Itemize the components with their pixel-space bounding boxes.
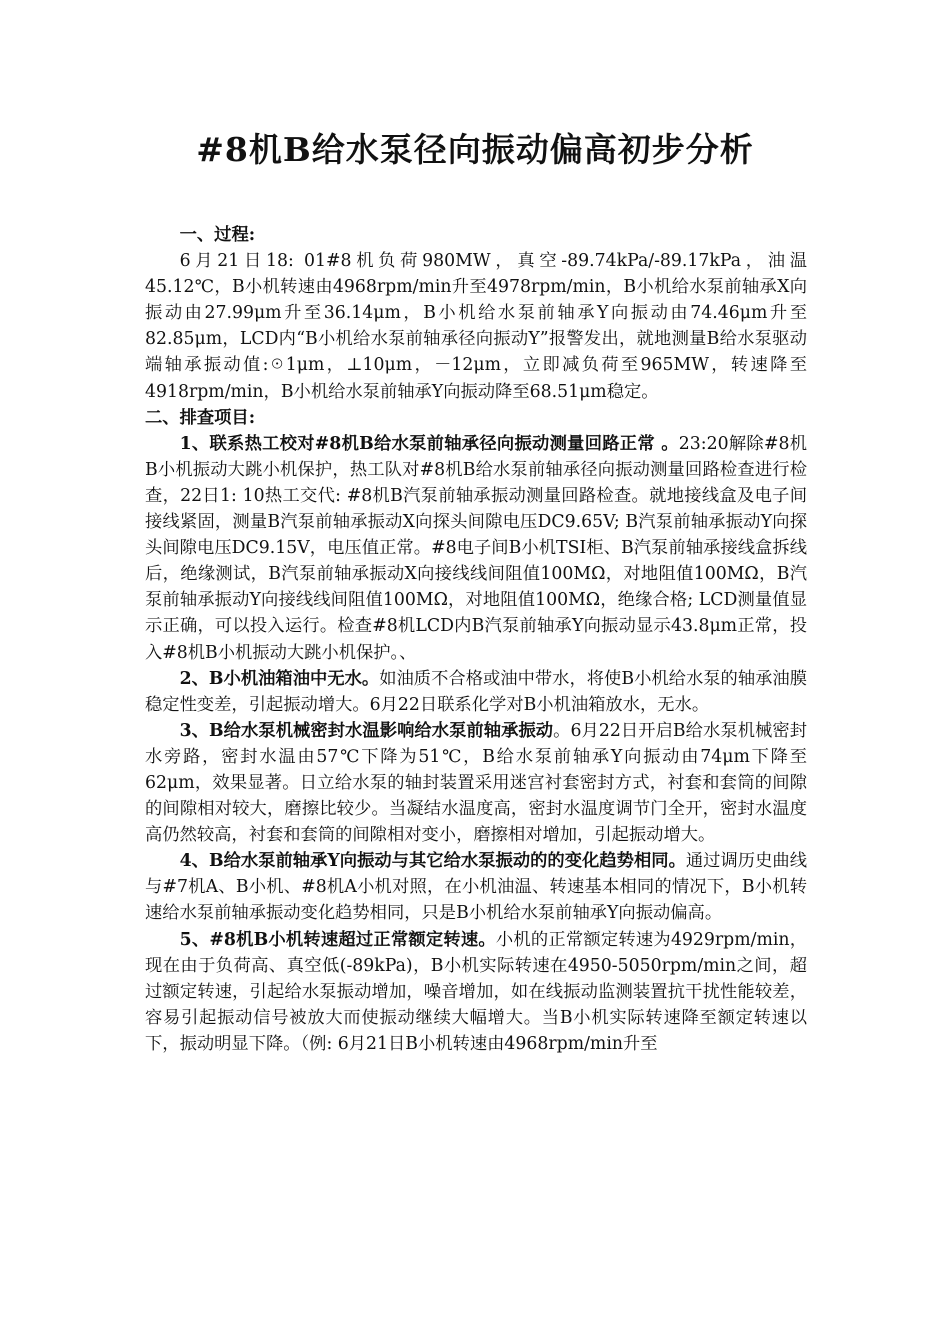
document-body bbox=[145, 222, 807, 1057]
checklist-item-2-title: 2、B小机油箱油中无水。 bbox=[179, 668, 380, 689]
checklist-item-5-title: 5、#8机B小机转速超过正常额定转速。 bbox=[179, 929, 496, 950]
section-heading-process: 一、过程: bbox=[179, 225, 256, 245]
checklist-item-2-text: 如油质不合格或油中带水，将使B小机给水泵的轴承油膜稳定性变差，引起振动增大。6月22日联系化学对B小机油箱放水，无水。 bbox=[145, 668, 808, 715]
checklist-item-2 bbox=[145, 666, 807, 718]
checklist-item-3 bbox=[145, 718, 807, 848]
document-title: #8机B给水泵径向振动偏高初步分析 bbox=[196, 130, 754, 169]
checklist-item-1-title: 1、联系热工校对#8机B给水泵前轴承径向振动测量回路正常 。 bbox=[179, 433, 679, 454]
checklist-item-3-text: 。6月22日开启B给水泵机械密封水旁路，密封水温由57℃下降为51℃，B给水泵前轴承Y向振动由74μm下降至62μm，效果显著。日立给水泵的轴封装置采用迷宫衬套密封方式，衬套和套筒的间隙的间隙相对较大，磨擦比较少。当凝结水温度高，密封水温度调节门全开，密封水温度高仍然较高，衬套和套筒的间隙相对变小，磨擦相对增加，引起振动增大。 bbox=[145, 720, 807, 846]
checklist-item-3-title: 3、B给水泵机械密封水温影响给水泵前轴承振动 bbox=[179, 720, 554, 741]
checklist-item-5-text: 小机的正常额定转速为4929rpm/min，现在由于负荷高、真空低(-89kPa)，B小机实际转速在4950-5050rpm/min之间，超过额定转速，引起给水泵振动增加，噪音增加，如在线振动监测装置抗干扰性能较差，容易引起振动信号被放大而使振动继续大幅增大。当B小机实际转速降至额定转速以下，振动明显下降。（例: 6月21日B小机转速由4968rpm/min升至 bbox=[145, 929, 807, 1054]
section-heading-checklist: 二、排查项目: bbox=[145, 407, 256, 428]
section-text-process: 6月21日18: 01#8机负荷980MW，真空-89.74kPa/-89.17kPa，油温45.12℃，B小机转速由4968rpm/min升至4978rpm/min，B小机给水泵前轴承X向振动由27.99μm升至36.14μm，B小机给水泵前轴承Y向振动由74.46μm升至82.85μm，LCD内“B小机给水泵前轴承径向振动Y”报警发出，就地测量B给水泵驱动端轴承振动值:☉1μm，⊥10μm，－12μm，立即减负荷至965MW，转速降至4918rpm/min，B小机给水泵前轴承Y向振动降至68.51μm稳定。 bbox=[145, 251, 807, 402]
checklist-item-4-title: 4、B给水泵前轴承Y向振动与其它给水泵振动的的变化趋势相同。 bbox=[179, 851, 686, 872]
checklist-item-4 bbox=[145, 848, 807, 926]
checklist-item-1-text: 23:20解除#8机B小机振动大跳小机保护，热工队对#8机B给水泵前轴承径向振动测量回路检查进行检查，22日1: 10热工交代: #8机B汽泵前轴承振动测量回路检查。就地接线盒及电子间接线紧固，测量B汽泵前轴承振动X向探头间隙电压DC9.65V; B汽泵前轴承振动Y向探头间隙电压DC9.15V，电压值正常。#8电子间B小机TSI柜、B汽泵前轴承接线盒拆线后，绝缘测试，B汽泵前轴承振动X向接线线间阻值100MΩ，对地阻值100MΩ，B汽泵前轴承振动Y向接线线间阻值100MΩ，对地阻值100MΩ，绝缘合格; LCD测量值显示正确，可以投入运行。检查#8机LCD内B汽泵前轴承Y向振动显示43.8μm正常，投入#8机B小机振动大跳小机保护。、 bbox=[145, 433, 808, 663]
checklist-item-5 bbox=[145, 927, 807, 1057]
checklist-item-1 bbox=[145, 431, 807, 666]
checklist-item-4-text: 通过调历史曲线与#7机A、B小机、#8机A小机对照，在小机油温、转速基本相同的情况下，B小机转速给水泵前轴承振动变化趋势相同，只是B小机给水泵前轴承Y向振动偏高。 bbox=[145, 851, 807, 924]
